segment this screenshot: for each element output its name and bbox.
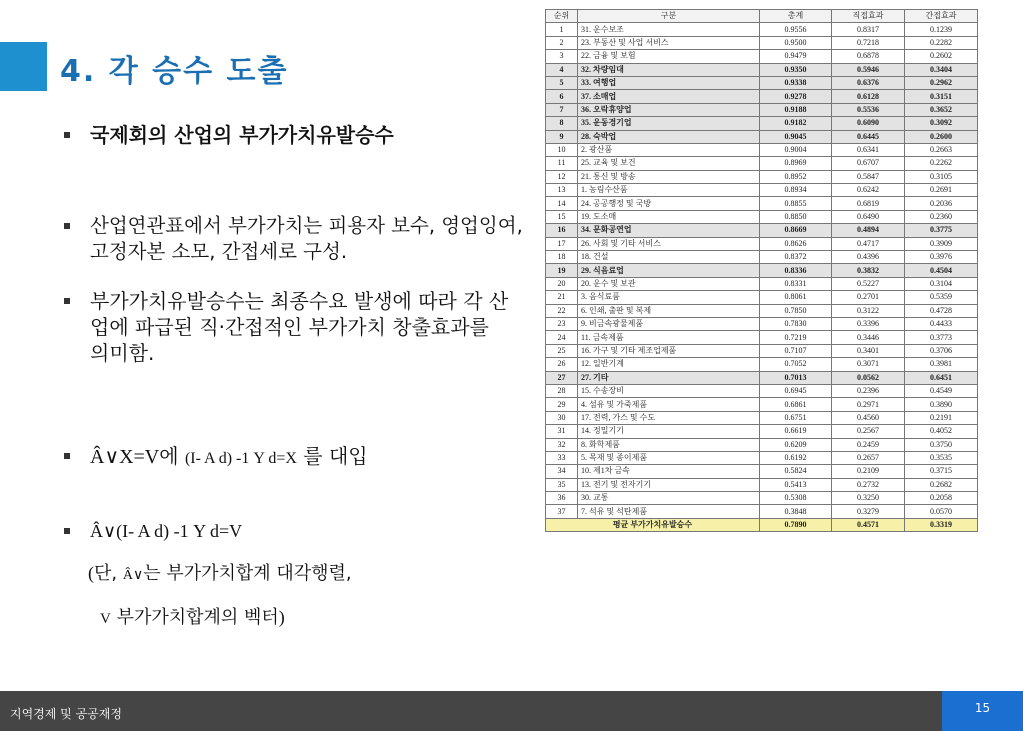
table-cell-indirect: 0.2962	[905, 76, 978, 89]
table-cell-name: 8. 화학제품	[578, 438, 760, 451]
table-cell-indirect: 0.4433	[905, 317, 978, 330]
table-row	[546, 36, 978, 49]
table-cell-rank: 5	[546, 76, 578, 89]
table-row	[546, 317, 978, 330]
table-cell-indirect: 0.3890	[905, 398, 978, 411]
table-cell-indirect: 0.2191	[905, 411, 978, 424]
table-cell-rank: 14	[546, 197, 578, 210]
table-cell-rank: 23	[546, 317, 578, 330]
table-cell-rank: 32	[546, 438, 578, 451]
bullet-marker	[64, 528, 70, 534]
table-row	[546, 384, 978, 397]
table-cell-indirect: 0.2282	[905, 36, 978, 49]
table-cell-direct: 0.2657	[832, 451, 905, 464]
table-cell-rank: 18	[546, 251, 578, 264]
table-cell-total: 0.8061	[760, 291, 832, 304]
note-symbol: Â∨	[122, 568, 144, 583]
table-cell-indirect: 0.2602	[905, 50, 978, 63]
table-row	[546, 210, 978, 223]
note-text: 부가가치합계의 벡터	[110, 607, 279, 628]
table-cell-total: 0.7107	[760, 344, 832, 357]
table-cell-total: 0.6209	[760, 438, 832, 451]
table-cell-rank: 10	[546, 143, 578, 156]
table-cell-total: 0.7052	[760, 358, 832, 371]
table-cell-total: 0.3848	[760, 505, 832, 518]
table-cell-total: 0.8969	[760, 157, 832, 170]
average-direct: 0.4571	[832, 518, 905, 531]
table-cell-name: 14. 정밀기기	[578, 425, 760, 438]
table-cell-direct: 0.5227	[832, 277, 905, 290]
page-number: 15	[974, 701, 991, 715]
table-cell-rank: 11	[546, 157, 578, 170]
table-cell-indirect: 0.1239	[905, 23, 978, 36]
table-cell-total: 0.9350	[760, 63, 832, 76]
table-cell-direct: 0.7218	[832, 36, 905, 49]
bullet-text: 국제회의 산업의 부가가치유발승수	[90, 123, 394, 147]
table-cell-indirect: 0.3715	[905, 465, 978, 478]
table-row	[546, 465, 978, 478]
table-cell-total: 0.8669	[760, 224, 832, 237]
table-row	[546, 371, 978, 384]
table-cell-rank: 30	[546, 411, 578, 424]
table-cell-name: 36. 오락휴양업	[578, 103, 760, 116]
table-cell-rank: 13	[546, 184, 578, 197]
table-row	[546, 130, 978, 143]
table-row	[546, 277, 978, 290]
table-row	[546, 358, 978, 371]
table-cell-name: 21. 통신 및 방송	[578, 170, 760, 183]
table-cell-indirect: 0.4549	[905, 384, 978, 397]
table-row	[546, 157, 978, 170]
table-cell-name: 13. 전기 및 전자기기	[578, 478, 760, 491]
table-cell-indirect: 0.3151	[905, 90, 978, 103]
bullet-text: 산업연관표에서 부가가치는 피용자 보수, 영업잉여, 고정자본 소모, 간접세로 구성.	[90, 214, 523, 263]
table-cell-name: 24. 공공행정 및 국방	[578, 197, 760, 210]
bullet-text: 부가가치유발승수는 최종수요 발생에 따라 각 산업에 파급된 직·간접적인 부가가치 창출효과를 의미함.	[90, 289, 509, 365]
table-cell-total: 0.8934	[760, 184, 832, 197]
table-row	[546, 398, 978, 411]
table-cell-direct: 0.3446	[832, 331, 905, 344]
table-cell-direct: 0.6090	[832, 117, 905, 130]
table-cell-rank: 20	[546, 277, 578, 290]
table-cell-total: 0.5413	[760, 478, 832, 491]
table-cell-rank: 8	[546, 117, 578, 130]
table-cell-rank: 6	[546, 90, 578, 103]
table-row	[546, 505, 978, 518]
table-cell-rank: 15	[546, 210, 578, 223]
table-cell-direct: 0.6878	[832, 50, 905, 63]
table-cell-total: 0.8626	[760, 237, 832, 250]
table-cell-name: 32. 차량임대	[578, 63, 760, 76]
table-cell-direct: 0.2567	[832, 425, 905, 438]
table-cell-name: 12. 일반기계	[578, 358, 760, 371]
table-cell-indirect: 0.4504	[905, 264, 978, 277]
table-cell-direct: 0.2701	[832, 291, 905, 304]
table-cell-total: 0.9278	[760, 90, 832, 103]
table-cell-rank: 29	[546, 398, 578, 411]
table-cell-indirect: 0.4052	[905, 425, 978, 438]
table-cell-direct: 0.5946	[832, 63, 905, 76]
table-row	[546, 23, 978, 36]
table-cell-name: 11. 금속제품	[578, 331, 760, 344]
table-cell-indirect: 0.2262	[905, 157, 978, 170]
formula-text	[90, 443, 534, 472]
table-cell-direct: 0.6376	[832, 76, 905, 89]
table-row	[546, 304, 978, 317]
table-cell-direct: 0.6341	[832, 143, 905, 156]
bullet-marker	[64, 132, 70, 138]
table-cell-name: 25. 교육 및 보건	[578, 157, 760, 170]
table-cell-name: 4. 섬유 및 가죽제품	[578, 398, 760, 411]
table-row	[546, 478, 978, 491]
table-cell-indirect: 0.2682	[905, 478, 978, 491]
table-cell-name: 22. 금융 및 보험	[578, 50, 760, 63]
table-cell-name: 31. 운수보조	[578, 23, 760, 36]
table-cell-indirect: 0.2600	[905, 130, 978, 143]
table-row	[546, 90, 978, 103]
bullet-item	[64, 122, 534, 148]
table-row	[546, 117, 978, 130]
bullet-item	[64, 288, 514, 366]
table-cell-indirect: 0.3105	[905, 170, 978, 183]
table-cell-direct: 0.3250	[832, 492, 905, 505]
footer-text: 지역경제 및 공공재정	[10, 707, 122, 721]
table-row	[546, 291, 978, 304]
formula-part: 에	[159, 444, 179, 468]
note-paren: )	[278, 607, 285, 627]
table-cell-indirect: 0.3981	[905, 358, 978, 371]
table-row	[546, 50, 978, 63]
slide-title: 4. 각 승수 도출	[60, 54, 289, 89]
table-cell-direct: 0.2971	[832, 398, 905, 411]
table-cell-indirect: 0.3909	[905, 237, 978, 250]
table-cell-direct: 0.3832	[832, 264, 905, 277]
bullet-item	[64, 443, 534, 472]
table-cell-rank: 7	[546, 103, 578, 116]
note-text: 단,	[94, 563, 123, 584]
table-row	[546, 425, 978, 438]
table-cell-name: 27. 기타	[578, 371, 760, 384]
table-cell-rank: 27	[546, 371, 578, 384]
table-cell-total: 0.6619	[760, 425, 832, 438]
table-cell-rank: 34	[546, 465, 578, 478]
table-cell-rank: 2	[546, 36, 578, 49]
table-row	[546, 103, 978, 116]
table-cell-total: 0.9338	[760, 76, 832, 89]
table-cell-rank: 3	[546, 50, 578, 63]
table-row	[546, 224, 978, 237]
table-cell-name: 28. 숙박업	[578, 130, 760, 143]
table-cell-name: 15. 수송장비	[578, 384, 760, 397]
table-cell-rank: 9	[546, 130, 578, 143]
formula-text: Â∨(I- A d) -1 Υ d=V	[90, 521, 243, 541]
table-cell-name: 29. 식음료업	[578, 264, 760, 277]
title-accent-bar	[0, 42, 47, 91]
table-cell-rank: 25	[546, 344, 578, 357]
bullet-item	[64, 518, 534, 544]
table-row	[546, 411, 978, 424]
table-cell-indirect: 0.0570	[905, 505, 978, 518]
col-header-rank: 순위	[546, 10, 578, 23]
table-cell-total: 0.8952	[760, 170, 832, 183]
table-header-row	[546, 10, 978, 23]
table-cell-indirect: 0.3092	[905, 117, 978, 130]
average-indirect: 0.3319	[905, 518, 978, 531]
table-cell-total: 0.8855	[760, 197, 832, 210]
table-cell-name: 3. 음식료품	[578, 291, 760, 304]
bullet-marker	[64, 298, 70, 304]
table-cell-name: 33. 여행업	[578, 76, 760, 89]
table-cell-direct: 0.8317	[832, 23, 905, 36]
table-cell-total: 0.9479	[760, 50, 832, 63]
table-cell-name: 10. 제1차 금속	[578, 465, 760, 478]
table-cell-name: 37. 소매업	[578, 90, 760, 103]
table-cell-rank: 37	[546, 505, 578, 518]
formula-part: 를 대입	[303, 444, 368, 468]
note-text: 는 부가가치합계 대각행렬,	[143, 563, 352, 584]
multiplier-table	[545, 9, 977, 532]
table-row	[546, 251, 978, 264]
table-cell-rank: 16	[546, 224, 578, 237]
table-cell-rank: 19	[546, 264, 578, 277]
table-row	[546, 184, 978, 197]
table-cell-rank: 24	[546, 331, 578, 344]
table-cell-total: 0.8331	[760, 277, 832, 290]
table-cell-direct: 0.4396	[832, 251, 905, 264]
table-cell-rank: 36	[546, 492, 578, 505]
table-cell-total: 0.7013	[760, 371, 832, 384]
table-cell-name: 34. 문화공연업	[578, 224, 760, 237]
table-cell-direct: 0.3122	[832, 304, 905, 317]
table-cell-direct: 0.2732	[832, 478, 905, 491]
table-cell-direct: 0.5536	[832, 103, 905, 116]
table-cell-name: 1. 농림수산품	[578, 184, 760, 197]
table-cell-total: 0.7850	[760, 304, 832, 317]
col-header-total: 총계	[760, 10, 832, 23]
table-cell-direct: 0.2396	[832, 384, 905, 397]
table-cell-total: 0.5308	[760, 492, 832, 505]
table-cell-name: 9. 비금속광물제품	[578, 317, 760, 330]
table-cell-direct: 0.6128	[832, 90, 905, 103]
table-cell-rank: 22	[546, 304, 578, 317]
table-cell-direct: 0.6707	[832, 157, 905, 170]
table-cell-total: 0.6192	[760, 451, 832, 464]
table-cell-indirect: 0.2663	[905, 143, 978, 156]
table-cell-indirect: 0.2691	[905, 184, 978, 197]
table-cell-name: 6. 인쇄, 출판 및 복제	[578, 304, 760, 317]
table-cell-indirect: 0.4728	[905, 304, 978, 317]
table-cell-name: 7. 석유 및 석탄제품	[578, 505, 760, 518]
table-cell-direct: 0.4560	[832, 411, 905, 424]
table-cell-indirect: 0.3535	[905, 451, 978, 464]
table-cell-rank: 31	[546, 425, 578, 438]
table-row	[546, 438, 978, 451]
table-cell-total: 0.5824	[760, 465, 832, 478]
table-cell-indirect: 0.2036	[905, 197, 978, 210]
table-cell-indirect: 0.3775	[905, 224, 978, 237]
table-cell-total: 0.9045	[760, 130, 832, 143]
table-cell-rank: 4	[546, 63, 578, 76]
table-cell-name: 16. 가구 및 기타 제조업제품	[578, 344, 760, 357]
table-cell-indirect: 0.6451	[905, 371, 978, 384]
table-cell-total: 0.6945	[760, 384, 832, 397]
bullet-marker	[64, 453, 70, 459]
table-cell-direct: 0.6819	[832, 197, 905, 210]
bullet-marker	[64, 223, 70, 229]
table-cell-direct: 0.6242	[832, 184, 905, 197]
table-cell-total: 0.9182	[760, 117, 832, 130]
table-row	[546, 331, 978, 344]
col-header-direct: 직접효과	[832, 10, 905, 23]
formula-part: Â∨X=V	[90, 446, 160, 468]
note-paren: (	[88, 563, 94, 583]
table-cell-name: 5. 목재 및 종이제품	[578, 451, 760, 464]
table-cell-direct: 0.5847	[832, 170, 905, 183]
table-cell-direct: 0.3279	[832, 505, 905, 518]
table-cell-name: 19. 도소매	[578, 210, 760, 223]
table-row	[546, 143, 978, 156]
table-cell-total: 0.7830	[760, 317, 832, 330]
table-cell-rank: 26	[546, 358, 578, 371]
table-cell-rank: 35	[546, 478, 578, 491]
table-cell-direct: 0.3396	[832, 317, 905, 330]
table-cell-indirect: 0.5359	[905, 291, 978, 304]
table-cell-indirect: 0.3750	[905, 438, 978, 451]
table-cell-total: 0.9188	[760, 103, 832, 116]
table-cell-direct: 0.3071	[832, 358, 905, 371]
table-cell-rank: 1	[546, 23, 578, 36]
table-cell-direct: 0.4717	[832, 237, 905, 250]
note-line-2	[100, 605, 285, 631]
table-cell-direct: 0.6490	[832, 210, 905, 223]
table-cell-total: 0.9500	[760, 36, 832, 49]
table-cell-rank: 21	[546, 291, 578, 304]
table-cell-direct: 0.3401	[832, 344, 905, 357]
table-cell-rank: 28	[546, 384, 578, 397]
col-header-indirect: 간접효과	[905, 10, 978, 23]
table-cell-total: 0.9556	[760, 23, 832, 36]
table-cell-total: 0.6751	[760, 411, 832, 424]
table-cell-direct: 0.6445	[832, 130, 905, 143]
table-cell-total: 0.7219	[760, 331, 832, 344]
table-cell-direct: 0.2109	[832, 465, 905, 478]
footer-bar	[0, 691, 1023, 731]
average-row	[546, 518, 978, 531]
table-cell-indirect: 0.2360	[905, 210, 978, 223]
table-cell-total: 0.8850	[760, 210, 832, 223]
table-row	[546, 451, 978, 464]
page-number-box	[942, 691, 1023, 731]
table-cell-direct: 0.4894	[832, 224, 905, 237]
table-cell-indirect: 0.3404	[905, 63, 978, 76]
table-row	[546, 197, 978, 210]
table-cell-rank: 17	[546, 237, 578, 250]
table-cell-direct: 0.0562	[832, 371, 905, 384]
table-row	[546, 344, 978, 357]
table-cell-indirect: 0.3706	[905, 344, 978, 357]
average-total: 0.7890	[760, 518, 832, 531]
table-cell-name: 17. 전력, 가스 및 수도	[578, 411, 760, 424]
table-cell-name: 2. 광산품	[578, 143, 760, 156]
average-label: 평균 부가가치유발승수	[546, 518, 760, 531]
col-header-category: 구분	[578, 10, 760, 23]
table-cell-rank: 12	[546, 170, 578, 183]
table-row	[546, 492, 978, 505]
table-row	[546, 170, 978, 183]
formula-part: (I- A d) -1 Υ d=X	[184, 450, 297, 467]
table-cell-indirect: 0.3976	[905, 251, 978, 264]
note-symbol: V	[100, 611, 111, 627]
table-row	[546, 63, 978, 76]
table-cell-total: 0.9004	[760, 143, 832, 156]
table-cell-name: 35. 운동경기업	[578, 117, 760, 130]
table-cell-name: 23. 부동산 및 사업 서비스	[578, 36, 760, 49]
table-cell-direct: 0.2459	[832, 438, 905, 451]
table-cell-name: 18. 건설	[578, 251, 760, 264]
table-cell-indirect: 0.2058	[905, 492, 978, 505]
table-cell-name: 30. 교통	[578, 492, 760, 505]
table-cell-name: 26. 사회 및 기타 서비스	[578, 237, 760, 250]
table-row	[546, 264, 978, 277]
table-cell-rank: 33	[546, 451, 578, 464]
table-cell-name: 20. 운수 및 보관	[578, 277, 760, 290]
table-row	[546, 237, 978, 250]
table-row	[546, 76, 978, 89]
table-cell-total: 0.8372	[760, 251, 832, 264]
table-cell-total: 0.8336	[760, 264, 832, 277]
table-cell-total: 0.6861	[760, 398, 832, 411]
table-cell-indirect: 0.3652	[905, 103, 978, 116]
table-cell-indirect: 0.3104	[905, 277, 978, 290]
note-line-1	[88, 561, 352, 588]
bullet-item	[64, 213, 534, 265]
table-cell-indirect: 0.3773	[905, 331, 978, 344]
